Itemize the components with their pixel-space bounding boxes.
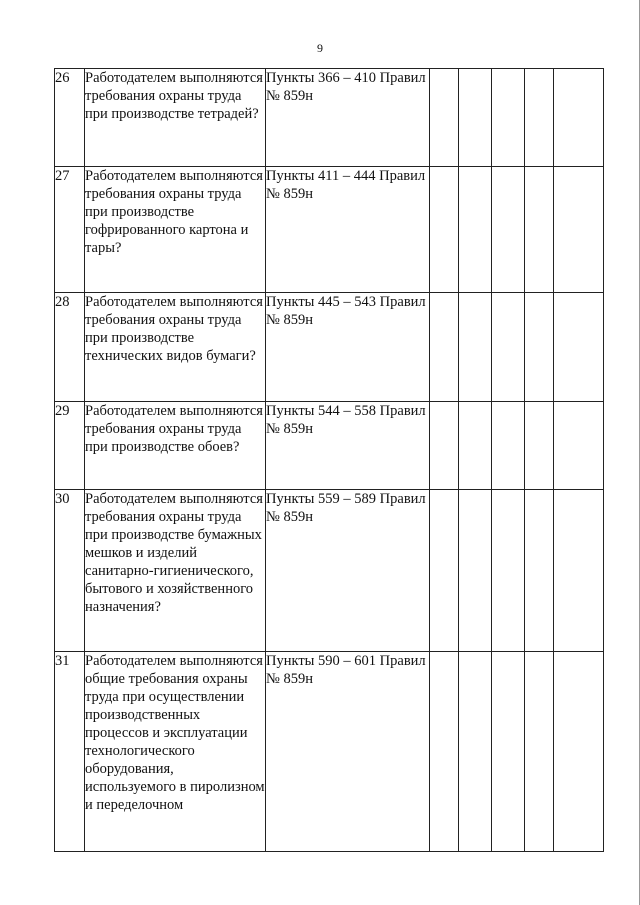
notes-cell[interactable] [554,490,604,652]
answer-cell-extra[interactable] [525,69,554,167]
answer-cell-no[interactable] [459,69,492,167]
notes-cell[interactable] [554,652,604,852]
question-text: Работодателем выполняются требования охраны труда при производстве технических видов бумаги? [85,293,266,402]
answer-cell-no[interactable] [459,402,492,490]
reference-text: Пункты 544 – 558 Правил № 859н [266,402,430,490]
notes-cell[interactable] [554,167,604,293]
answer-cell-yes[interactable] [430,69,459,167]
answer-cell-yes[interactable] [430,293,459,402]
row-number: 27 [55,167,85,293]
question-text: Работодателем выполняются требования охраны труда при производстве гофрированного картона и тары? [85,167,266,293]
answer-cell-na[interactable] [492,652,525,852]
answer-cell-extra[interactable] [525,167,554,293]
answer-cell-no[interactable] [459,490,492,652]
reference-text: Пункты 559 – 589 Правил № 859н [266,490,430,652]
question-text: Работодателем выполняются требования охраны труда при производстве тетрадей? [85,69,266,167]
answer-cell-na[interactable] [492,490,525,652]
row-number: 30 [55,490,85,652]
reference-text: Пункты 411 – 444 Правил № 859н [266,167,430,293]
answer-cell-na[interactable] [492,293,525,402]
answer-cell-extra[interactable] [525,652,554,852]
answer-cell-no[interactable] [459,167,492,293]
answer-cell-yes[interactable] [430,402,459,490]
question-text: Работодателем выполняются требования охраны труда при производстве обоев? [85,402,266,490]
table-row [55,490,604,652]
table-row [55,69,604,167]
table-row [55,652,604,852]
answer-cell-na[interactable] [492,167,525,293]
answer-cell-na[interactable] [492,69,525,167]
notes-cell[interactable] [554,69,604,167]
answer-cell-yes[interactable] [430,167,459,293]
notes-cell[interactable] [554,293,604,402]
question-text: Работодателем выполняются общие требования охраны труда при осуществлении производственных процессов и эксплуатации технологического оборудования, используемого в пиролизном и переделочном [85,652,266,852]
table-row [55,293,604,402]
checklist-table [54,68,604,852]
answer-cell-no[interactable] [459,293,492,402]
row-number: 28 [55,293,85,402]
notes-cell[interactable] [554,402,604,490]
question-text: Работодателем выполняются требования охраны труда при производстве бумажных мешков и изделий санитарно-гигиенического, бытового и хозяйственного назначения? [85,490,266,652]
table-row [55,402,604,490]
answer-cell-extra[interactable] [525,402,554,490]
table-row [55,167,604,293]
answer-cell-na[interactable] [492,402,525,490]
reference-text: Пункты 445 – 543 Правил № 859н [266,293,430,402]
page-number: 9 [317,41,323,55]
reference-text: Пункты 366 – 410 Правил № 859н [266,69,430,167]
reference-text: Пункты 590 – 601 Правил № 859н [266,652,430,852]
row-number: 26 [55,69,85,167]
row-number: 29 [55,402,85,490]
answer-cell-extra[interactable] [525,293,554,402]
answer-cell-extra[interactable] [525,490,554,652]
answer-cell-no[interactable] [459,652,492,852]
row-number: 31 [55,652,85,852]
answer-cell-yes[interactable] [430,652,459,852]
answer-cell-yes[interactable] [430,490,459,652]
